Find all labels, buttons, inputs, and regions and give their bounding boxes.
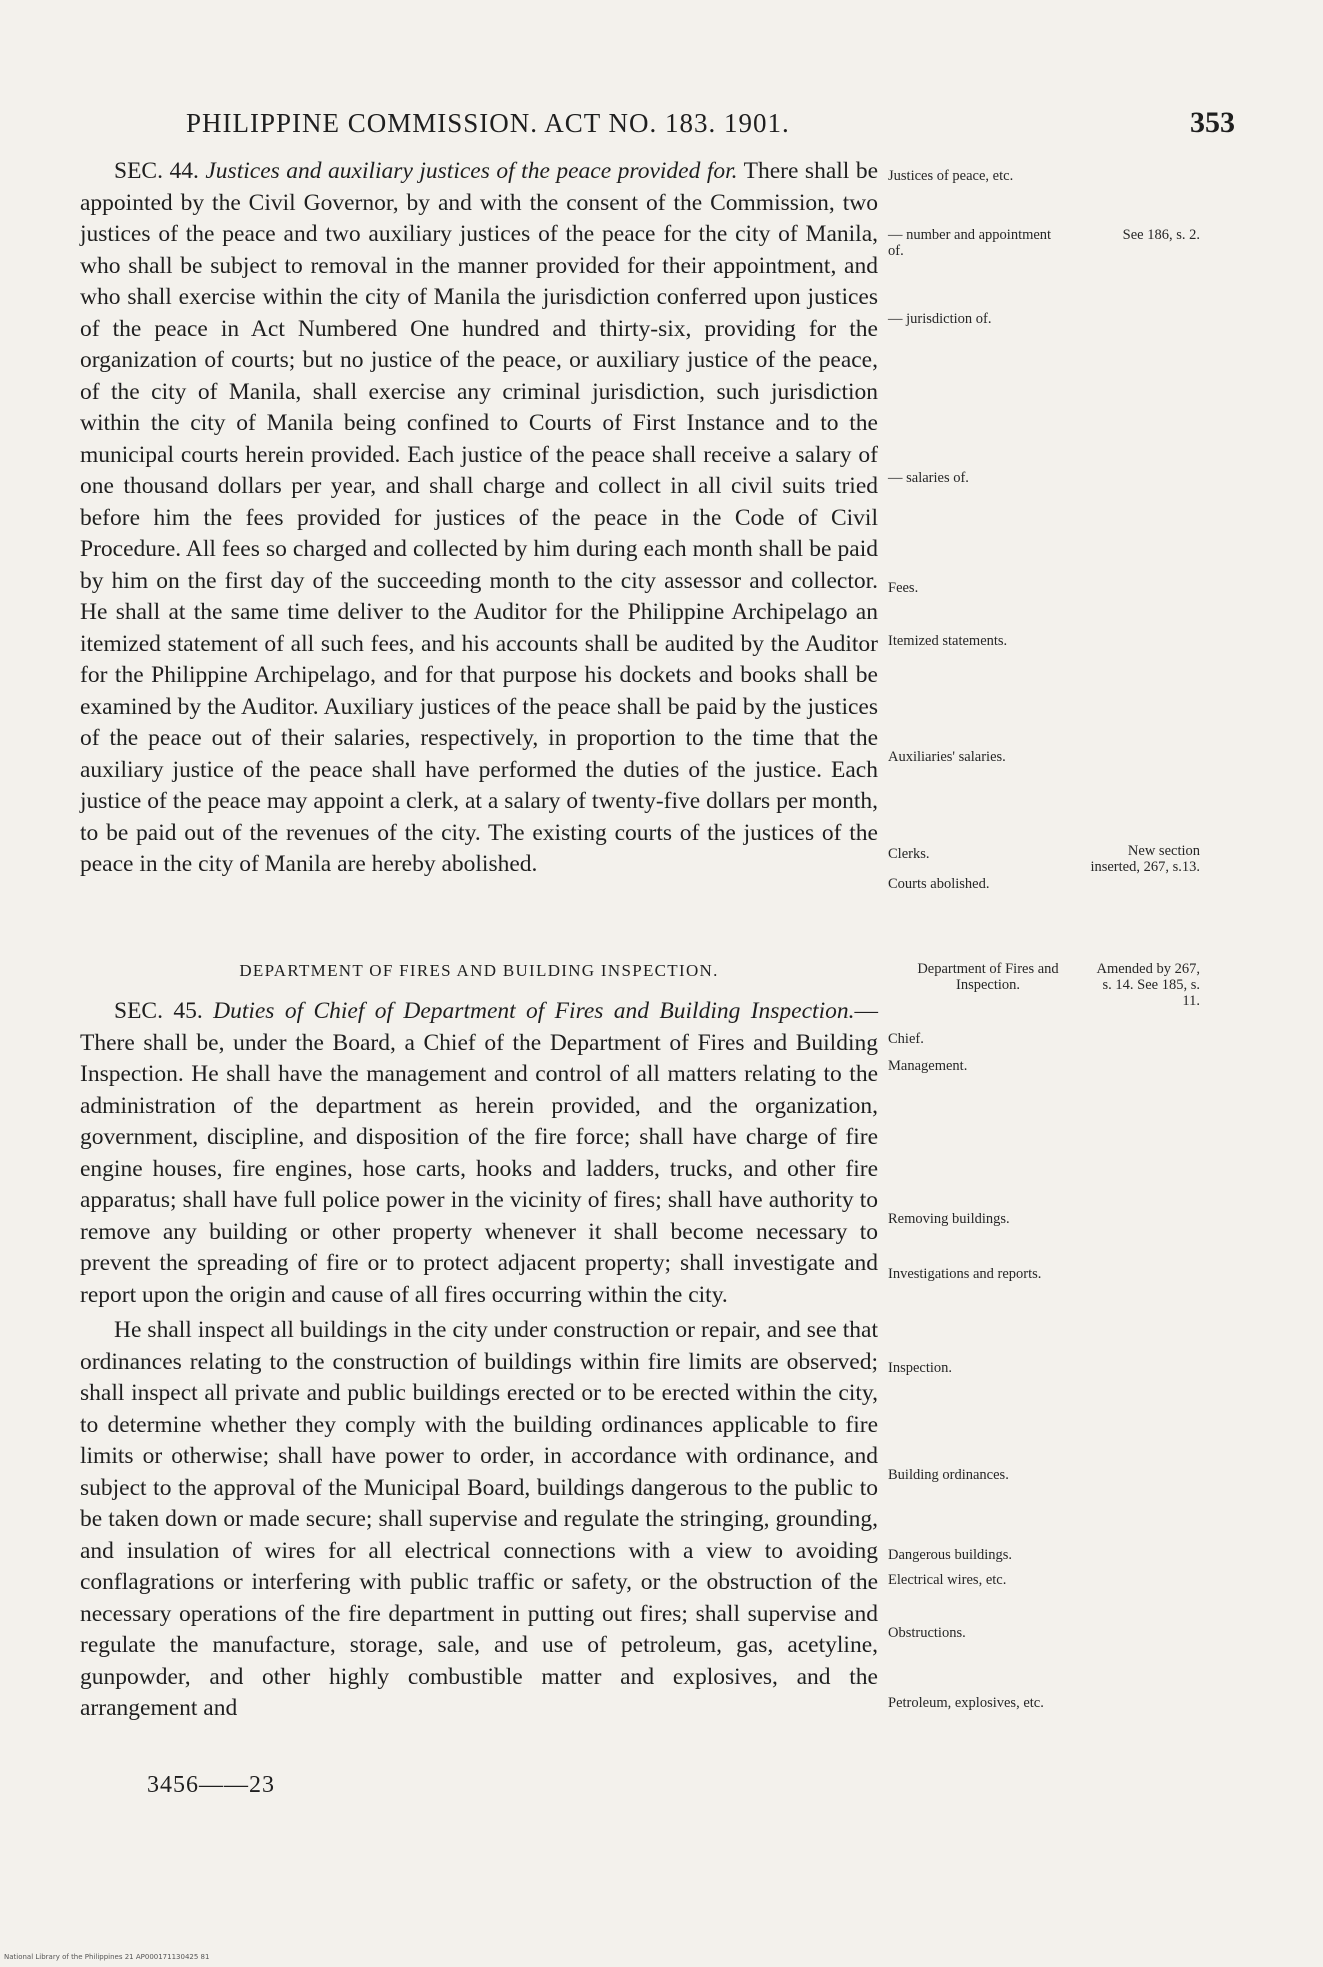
department-heading: DEPARTMENT OF FIRES AND BUILDING INSPECTION.	[239, 961, 719, 980]
section-45-heading: Duties of Chief of Department of Fires and Building Inspection.	[213, 998, 855, 1024]
section-44-paragraph	[80, 156, 878, 881]
section-45-text: —There shall be, under the Board, a Chief of the Department of Fires and Building Inspection. He shall have the management and control of all matters relating to the administration of the department as herein provided, and the organization, government, discipline, and disposition of the fire force; shall have charge of fire engine houses, fire engines, hose carts, hooks and ladders, trucks, and other fire apparatus; shall have full police power in the vicinity of fires; shall have authority to remove any building or other property whenever it shall become necessary to prevent the spreading of fire or to protect adjacent property; shall investigate and report upon the origin and cause of all fires occurring within the city.	[80, 998, 878, 1308]
section-44-label: SEC. 44.	[114, 158, 206, 184]
margin-note: Obstructions.	[888, 1625, 966, 1641]
cross-reference-note: See 186, s. 2.	[1122, 227, 1200, 243]
margin-note: Fees.	[888, 580, 919, 596]
section-45-paragraph	[80, 996, 878, 1311]
section-45-paragraph-2: He shall inspect all buildings in the city under construction or repair, and see that ordinances relating to the construction of buildings within fire limits are observed; shall inspect all private and public buildings erected or to be erected within the city, to determine whether they comply with the building ordinances applicable to fire limits or otherwise; shall have power to order, in accordance with ordinance, and subject to the approval of the Municipal Board, buildings dangerous to the public to be taken down or made secure; shall supervise and regulate the stringing, grounding, and insulation of wires for all electrical connections with a view to avoiding conflagrations or interfering with public traffic or safety, or the obstruction of the necessary operations of the fire department in putting out fires; shall supervise and regulate the manufacture, storage, sale, and use of petroleum, gas, acetyline, gunpowder, and other highly combustible matter and explosives, and the arrangement and	[80, 1317, 878, 1721]
section-45	[80, 996, 878, 1725]
section-44-text: There shall be appointed by the Civil Governor, by and with the consent of the Commission, two justices of the peace and two auxiliary justices of the peace for the city of Manila, who shall be subject to removal in the manner provided for their appointment, and who shall exercise within the city of Manila the jurisdiction conferred upon justices of the peace in Act Numbered One hundred and thirty-six, providing for the organization of courts; but no justice of the peace, or auxiliary justice of the peace, of the city of Manila, shall exercise any criminal jurisdiction, such jurisdiction within the city of Manila being confined to Courts of First Instance and to the municipal courts herein provided. Each justice of the peace shall receive a salary of one thousand dollars per year, and shall charge and collect in all civil suits tried before him the fees provided for justices of the peace in the Code of Civil Procedure. All fees so charged and collected by him during each month shall be paid by him on the first day of the succeeding month to the city assessor and collector. He shall at the same time deliver to the Auditor for the Philippine Archipelago an itemized statement of all such fees, and his accounts shall be audited by the Auditor for the Philippine Archipelago, and for that purpose his dockets and books shall be examined by the Auditor. Auxiliary justices of the peace shall be paid by the justices of the peace out of their salaries, respectively, in proportion to the time that the auxiliary justice of the peace shall have performed the duties of the justice. Each justice of the peace may appoint a clerk, at a salary of twenty-five dollars per month, to be paid out of the revenues of the city. The existing courts of the justices of the peace in the city of Manila are hereby abolished.	[80, 158, 878, 877]
margin-note: Clerks.	[888, 846, 930, 862]
section-45-label: SEC. 45.	[114, 998, 214, 1024]
margin-note: — salaries of.	[888, 470, 969, 486]
margin-note: — number and appointment of.	[888, 227, 1052, 259]
margin-note: Electrical wires, etc.	[888, 1572, 1007, 1588]
margin-note: Justices of peace, etc.	[888, 168, 1014, 184]
cross-reference-note: New section inserted, 267, s.13.	[1090, 843, 1200, 875]
margin-note: Itemized statements.	[888, 633, 1008, 649]
margin-note: Building ordinances.	[888, 1467, 1009, 1483]
section-44-heading: Justices and auxiliary justices of the peace provided for.	[205, 158, 738, 184]
margin-note: Auxiliaries' salaries.	[888, 749, 1006, 765]
margin-note: Department of Fires and Inspection.	[917, 961, 1059, 993]
margin-note: Petroleum, explosives, etc.	[888, 1695, 1044, 1711]
running-header: PHILIPPINE COMMISSION. ACT NO. 183. 1901.	[186, 108, 790, 138]
section-44	[80, 156, 878, 881]
margin-note: Chief.	[888, 1031, 924, 1047]
cross-reference-note: Amended by 267, s. 14. See 185, s. 11.	[1096, 961, 1200, 1009]
margin-note: Dangerous buildings.	[888, 1547, 1013, 1563]
scan-footer: National Library of the Philippines 21 AP000171130425 81	[4, 1953, 210, 1961]
page-number: 353	[1190, 106, 1235, 139]
margin-note: Investigations and reports.	[888, 1266, 1042, 1282]
margin-note: Courts abolished.	[888, 876, 990, 892]
printer-signature: 3456——23	[147, 1772, 275, 1798]
margin-note: Inspection.	[888, 1360, 953, 1376]
margin-note: Removing buildings.	[888, 1211, 1010, 1227]
margin-note: Management.	[888, 1058, 968, 1074]
margin-note: — jurisdiction of.	[888, 311, 992, 327]
